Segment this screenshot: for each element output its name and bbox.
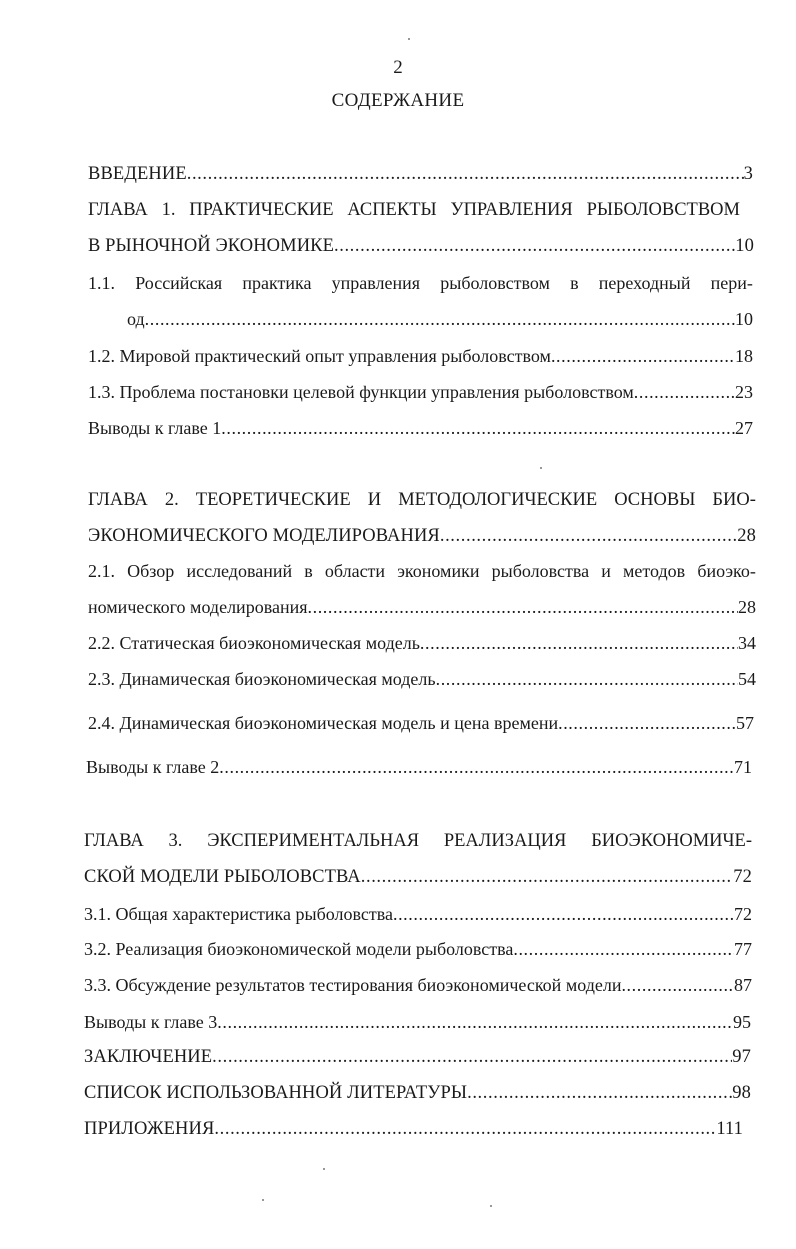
toc-entry-page: 87 — [734, 975, 752, 995]
page-number: 2 — [393, 57, 403, 78]
dot-leader — [187, 161, 744, 187]
dot-leader — [420, 630, 738, 656]
word: в — [570, 273, 579, 293]
dot-leader — [217, 1009, 733, 1035]
toc-entry-title: 3.1. Общая характеристика рыболовства — [84, 904, 393, 924]
word: ЭКСПЕРИМЕНТАЛЬНАЯ — [207, 831, 420, 851]
toc-entry-page: 54 — [738, 669, 756, 689]
toc-entry-page: 10 — [735, 309, 753, 329]
toc-entry-title: 1.2. Мировой практический опыт управления рыболовством — [88, 346, 551, 366]
toc-entry-chapter-3 — [84, 864, 752, 890]
word: ТЕОРЕТИЧЕСКИЕ — [195, 490, 351, 510]
toc-entry-section-1-2 — [88, 343, 753, 369]
toc-entry-title: 1.3. Проблема постановки целевой функции управления рыболовством — [88, 382, 634, 402]
toc-entry-title: од — [127, 309, 145, 329]
dot-leader — [558, 710, 736, 736]
toc-entry-page: 3 — [743, 164, 753, 184]
word: ОСНОВЫ — [614, 490, 696, 510]
toc-entry-section-2-4 — [88, 710, 754, 736]
dot-leader — [551, 343, 735, 369]
toc-entry-page: 18 — [735, 346, 753, 366]
dot-leader — [440, 523, 737, 549]
toc-entry-page: 97 — [732, 1047, 751, 1067]
toc-section-1-1-heading — [88, 270, 753, 296]
toc-entry-title: ВВЕДЕНИЕ — [88, 164, 187, 184]
toc-entry-page: 98 — [732, 1083, 751, 1103]
dot-leader — [219, 754, 734, 780]
word: РЕАЛИЗАЦИЯ — [443, 831, 567, 851]
toc-entry-section-1-3 — [88, 379, 753, 405]
scan-speck — [540, 467, 542, 469]
word: практика — [242, 273, 312, 293]
toc-entry-page: 111 — [716, 1119, 743, 1139]
toc-entry-section-1-1 — [127, 306, 753, 332]
toc-entry-page: 23 — [735, 382, 753, 402]
scan-speck — [490, 1205, 492, 1207]
word: управления — [331, 273, 421, 293]
word: рыболовства — [491, 561, 590, 581]
word: исследований — [186, 561, 293, 581]
toc-chapter-3-heading — [84, 828, 752, 854]
toc-entry-page: 72 — [734, 904, 752, 924]
toc-entry-title: Выводы к главе 3 — [84, 1012, 218, 1032]
dot-leader — [513, 936, 734, 962]
word: Российская — [135, 273, 223, 293]
word: АСПЕКТЫ — [347, 200, 437, 220]
toc-entry-section-2-1 — [88, 594, 756, 620]
dot-leader — [214, 1116, 716, 1142]
toc-entry-conclusions-1 — [88, 415, 753, 441]
word: биоэко- — [697, 561, 756, 581]
toc-entry-title: 2.3. Динамическая биоэкономическая модель — [88, 669, 436, 689]
toc-entry-section-2-2 — [88, 630, 756, 656]
toc-entry-title: СПИСОК ИСПОЛЬЗОВАННОЙ ЛИТЕРАТУРЫ — [84, 1083, 468, 1103]
toc-entry-page: 27 — [735, 418, 753, 438]
scan-speck — [262, 1199, 264, 1201]
word: области — [324, 561, 386, 581]
scan-speck — [323, 1168, 325, 1170]
word: БИОЭКОНОМИЧЕ- — [591, 831, 752, 851]
toc-entry-conclusions-3 — [84, 1009, 751, 1035]
toc-entry-title: ЗАКЛЮЧЕНИЕ — [84, 1047, 213, 1067]
word: 3. — [168, 831, 183, 851]
word: ГЛАВА — [88, 200, 148, 220]
toc-entry-title: В РЫНОЧНОЙ ЭКОНОМИКЕ — [88, 236, 334, 256]
word: БИО- — [712, 490, 756, 510]
word: в — [304, 561, 313, 581]
toc-entry-title: Выводы к главе 2 — [86, 757, 220, 777]
toc-entry-page: 57 — [736, 713, 754, 733]
word: методов — [623, 561, 686, 581]
toc-entry-title: 2.4. Динамическая биоэкономическая модель и цена времени — [88, 713, 559, 733]
toc-entry-page: 34 — [738, 633, 756, 653]
word: ГЛАВА — [84, 831, 144, 851]
word: 1. — [161, 200, 176, 220]
dot-leader — [145, 306, 735, 332]
toc-entry-page: 10 — [735, 236, 754, 256]
dot-leader — [334, 233, 735, 259]
scan-speck — [408, 38, 410, 40]
word: ГЛАВА — [88, 490, 148, 510]
dot-leader — [634, 379, 735, 405]
dot-leader — [212, 1044, 732, 1070]
word: РЫБОЛОВСТВОМ — [586, 200, 740, 220]
toc-entry-section-3-3 — [84, 972, 752, 998]
toc-entry-title: 2.2. Статическая биоэкономическая модель — [88, 633, 420, 653]
toc-section-2-1-heading — [88, 558, 756, 584]
toc-entry-conclusions-2 — [86, 754, 752, 780]
toc-chapter-2-heading — [88, 487, 756, 513]
word: пери- — [710, 273, 753, 293]
word: переходный — [598, 273, 691, 293]
toc-entry-conclusion — [84, 1044, 751, 1070]
toc-entry-title: 3.2. Реализация биоэкономической модели рыболовства — [84, 939, 514, 959]
word: 1.1. — [88, 273, 115, 293]
dot-leader — [621, 972, 734, 998]
toc-chapter-1-heading — [88, 197, 740, 223]
toc-entry-page: 72 — [733, 867, 752, 887]
dot-leader — [467, 1080, 732, 1106]
toc-entry-page: 28 — [737, 526, 756, 546]
word: МЕТОДОЛОГИЧЕСКИЕ — [398, 490, 598, 510]
toc-entry-section-3-1 — [84, 901, 752, 927]
dot-leader — [221, 415, 735, 441]
word: ПРАКТИЧЕСКИЕ — [189, 200, 334, 220]
toc-entry-chapter-2 — [88, 523, 756, 549]
dot-leader — [393, 901, 734, 927]
toc-entry-section-3-2 — [84, 936, 752, 962]
page-title: СОДЕРЖАНИЕ — [331, 90, 465, 111]
toc-entry-page: 95 — [733, 1012, 751, 1032]
word: рыболовством — [440, 273, 550, 293]
toc-entry-appendices — [84, 1116, 743, 1142]
word: 2. — [164, 490, 179, 510]
dot-leader — [361, 864, 734, 890]
toc-entry-chapter-1 — [88, 233, 754, 259]
toc-entry-page: 71 — [734, 757, 752, 777]
word: И — [367, 490, 382, 510]
toc-entry-title: номического моделирования — [88, 597, 308, 617]
toc-entry-title: Выводы к главе 1 — [88, 418, 222, 438]
word: экономики — [397, 561, 480, 581]
toc-entry-page: 28 — [738, 597, 756, 617]
toc-entry-title: ПРИЛОЖЕНИЯ — [84, 1119, 215, 1139]
toc-entry-title: СКОЙ МОДЕЛИ РЫБОЛОВСТВА — [84, 867, 361, 887]
toc-entry-references — [84, 1080, 751, 1106]
toc-entry-intro — [88, 161, 753, 187]
toc-entry-title: 3.3. Обсуждение результатов тестирования биоэкономической модели — [84, 975, 622, 995]
toc-entry-section-2-3 — [88, 666, 756, 692]
word: УПРАВЛЕНИЯ — [450, 200, 573, 220]
dot-leader — [308, 594, 739, 620]
word: 2.1. — [88, 561, 115, 581]
word: Обзор — [127, 561, 175, 581]
word: и — [601, 561, 611, 581]
toc-entry-page: 77 — [734, 939, 752, 959]
toc-entry-title: ЭКОНОМИЧЕСКОГО МОДЕЛИРОВАНИЯ — [88, 526, 440, 546]
dot-leader — [436, 666, 738, 692]
